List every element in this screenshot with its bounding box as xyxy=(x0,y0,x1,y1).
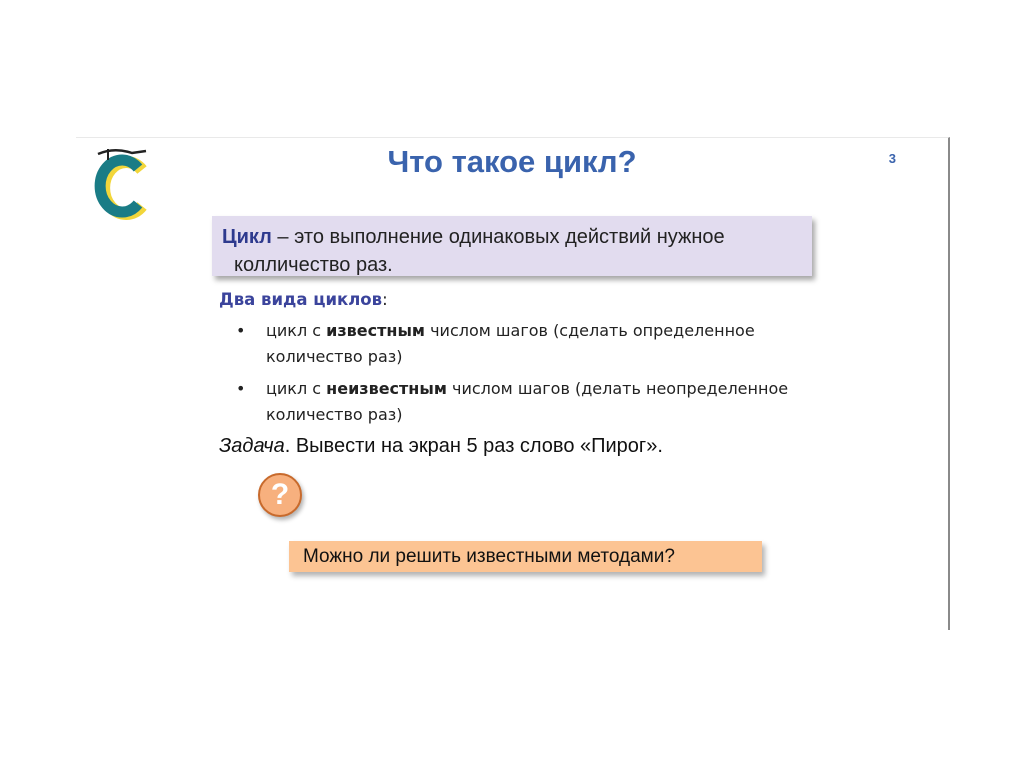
list-item-bold: известным xyxy=(326,321,425,340)
list-item xyxy=(236,318,836,370)
question-box: Можно ли решить известными методами? xyxy=(289,541,762,572)
definition-term: Цикл xyxy=(222,226,272,248)
task-body: . Вывести на экран 5 раз слово «Пирог». xyxy=(284,435,663,457)
list-item-text-after: числом шагов (делать неопределенное количество раз) xyxy=(266,379,789,424)
list-item-text-before: цикл с xyxy=(266,321,327,340)
bullet-icon: • xyxy=(236,321,246,340)
loop-types-list xyxy=(236,318,836,434)
question-mark-icon: ? xyxy=(258,473,302,517)
list-item-text-after: числом шагов (сделать определенное количество раз) xyxy=(266,321,755,366)
loop-types-heading-colon: : xyxy=(382,290,388,309)
slide xyxy=(76,137,950,630)
slide-title: Что такое цикл? xyxy=(387,144,637,179)
definition-line-1 xyxy=(222,223,802,251)
definition-text: – это выполнение одинаковых действий нужное xyxy=(271,226,725,248)
loop-types-heading-text: Два вида циклов xyxy=(219,290,383,309)
page-number: 3 xyxy=(888,151,896,166)
task-label: Задача xyxy=(219,435,285,457)
definition-box xyxy=(212,216,812,276)
loop-types-heading xyxy=(219,290,388,309)
bullet-icon: • xyxy=(236,379,246,398)
list-item-text-before: цикл с xyxy=(266,379,327,398)
list-item xyxy=(236,376,836,428)
definition-line-2: колличество раз. xyxy=(234,254,393,276)
task-text xyxy=(219,435,663,458)
list-item-bold: неизвестным xyxy=(326,379,447,398)
